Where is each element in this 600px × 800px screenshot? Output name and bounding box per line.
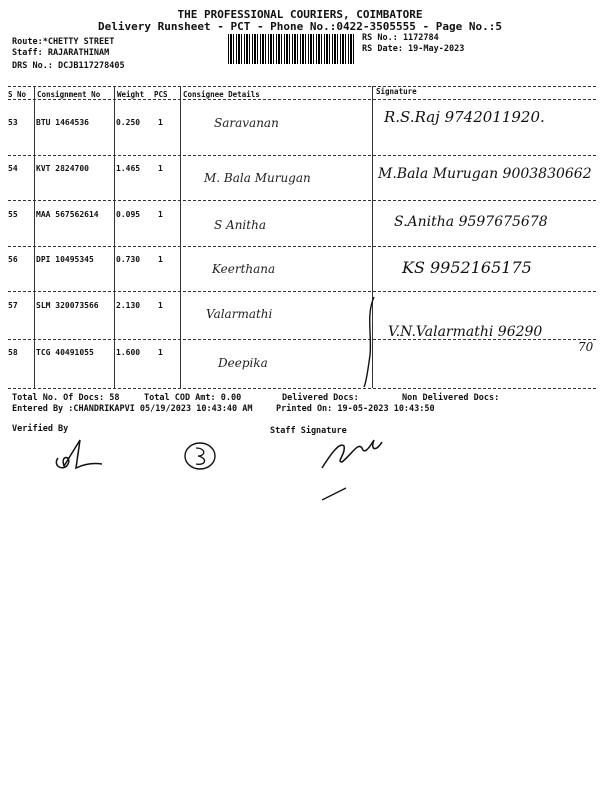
col-header-sno: S No xyxy=(8,90,27,99)
table-top-rule xyxy=(8,86,596,87)
row-pcs: 1 xyxy=(158,118,163,127)
row-sno: 58 xyxy=(8,348,18,357)
row-consignee-handwritten: M. Bala Murugan xyxy=(204,171,311,185)
row-signature: KS 9952165175 xyxy=(402,258,532,277)
staff-signature-label: Staff Signature xyxy=(270,426,347,436)
delivered-docs: Delivered Docs: xyxy=(282,393,359,403)
row-consignment: TCG 40491055 xyxy=(36,348,94,357)
row-divider xyxy=(8,200,596,201)
row-pcs: 1 xyxy=(158,301,163,310)
row-divider xyxy=(8,246,596,247)
verified-by-signature xyxy=(50,436,110,476)
runsheet-title: Delivery Runsheet - PCT - Phone No.:0422-3505555 - Page No.:5 xyxy=(98,20,502,33)
row-sno: 53 xyxy=(8,118,18,127)
column-divider xyxy=(180,86,181,388)
row-divider xyxy=(8,155,596,156)
row-divider xyxy=(8,291,596,292)
col-header-weight: Weight xyxy=(117,90,145,99)
row-weight: 0.250 xyxy=(116,118,141,127)
col-header-pcs: PCS xyxy=(154,90,168,99)
table-bottom-rule xyxy=(8,388,596,389)
column-divider xyxy=(114,86,115,388)
row-consignee-handwritten: Saravanan xyxy=(214,116,279,130)
staff-signature-mark xyxy=(318,432,388,474)
row-consignee-handwritten: S Anitha xyxy=(214,218,266,232)
non-delivered-docs: Non Delivered Docs: xyxy=(402,393,500,403)
total-docs: Total No. Of Docs: 58 xyxy=(12,393,120,403)
row-sno: 57 xyxy=(8,301,18,310)
row-signature: R.S.Raj 9742011920. xyxy=(384,108,545,126)
row-pcs: 1 xyxy=(158,164,163,173)
drs-number: DRS No.: DCJB117278405 xyxy=(12,61,125,71)
row-consignment: SLM 320073566 xyxy=(36,301,99,310)
row-signature: V.N.Valarmathi 96290 xyxy=(388,324,543,340)
staff-label: Staff: RAJARATHINAM xyxy=(12,48,110,58)
col-header-consignee: Consignee Details xyxy=(183,90,260,99)
row-weight: 0.730 xyxy=(116,255,141,264)
row-consignment: BTU 1464536 xyxy=(36,118,89,127)
row-sno: 56 xyxy=(8,255,18,264)
row-consignee-handwritten: Deepika xyxy=(218,356,268,370)
row-signature: S.Anitha 9597675678 xyxy=(394,214,548,230)
row-pcs: 1 xyxy=(158,210,163,219)
row-sno: 55 xyxy=(8,210,18,219)
row-weight: 1.465 xyxy=(116,164,141,173)
entered-by: Entered By :CHANDRIKAPVI 05/19/2023 10:43:40 AM xyxy=(12,404,253,414)
verified-by-seal-mark xyxy=(182,438,222,474)
row-weight: 1.600 xyxy=(116,348,141,357)
col-header-consignment: Consignment No xyxy=(37,90,101,99)
row-consignment: DPI 10495345 xyxy=(36,255,94,264)
column-divider xyxy=(34,86,35,388)
row-consignment: KVT 2824700 xyxy=(36,164,89,173)
row-consignee-handwritten: Valarmathi xyxy=(206,307,273,321)
company-name: THE PROFESSIONAL COURIERS, COIMBATORE xyxy=(177,8,423,21)
row-sno: 54 xyxy=(8,164,18,173)
row-signature: 70 xyxy=(578,340,594,354)
row-pcs: 1 xyxy=(158,255,163,264)
col-header-signature: Signature xyxy=(376,87,417,96)
row-weight: 2.130 xyxy=(116,301,141,310)
row-weight: 0.095 xyxy=(116,210,141,219)
signature-bracket-stroke xyxy=(360,295,390,390)
verified-by-label: Verified By xyxy=(12,424,69,434)
rs-date: RS Date: 19-May-2023 xyxy=(362,44,465,54)
row-consignment: MAA 567562614 xyxy=(36,210,99,219)
stray-pen-stroke xyxy=(320,486,350,504)
table-header-rule xyxy=(8,99,596,100)
row-signature: M.Bala Murugan 9003830662 xyxy=(378,166,592,182)
barcode-image xyxy=(228,34,356,64)
route-label: Route:*CHETTY STREET xyxy=(12,37,115,47)
row-pcs: 1 xyxy=(158,348,163,357)
printed-on: Printed On: 19-05-2023 10:43:50 xyxy=(276,404,435,414)
total-cod: Total COD Amt: 0.00 xyxy=(144,393,242,403)
row-consignee-handwritten: Keerthana xyxy=(212,262,276,276)
rs-number: RS No.: 1172784 xyxy=(362,33,439,43)
